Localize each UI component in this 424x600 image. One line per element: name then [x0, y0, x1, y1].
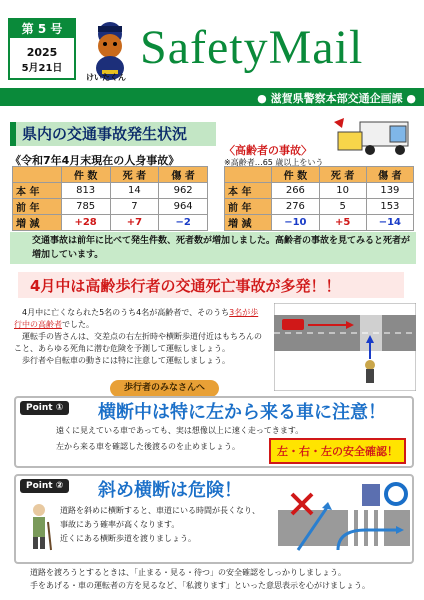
mascot-name: けいたくん	[86, 73, 126, 82]
point-2-title: 斜め横断は危険！	[98, 480, 242, 501]
point-1-text-1: 遠くに見えている車であっても、実は想像以上に速く走ってきます。	[56, 426, 304, 435]
issue-number: 第 5 号	[10, 20, 74, 38]
point-1-text-2: 左から来る車を確認した後渡るのを止めましょう。	[56, 442, 240, 451]
elderly-pedestrian-icon	[24, 502, 54, 552]
issue-date: 5月21日	[21, 63, 63, 74]
elderly-accident-table: 件 数 死 者 傷 者 本 年 266 10 139 前 年 276 5 153 増 減 −10 +5 −14	[224, 166, 414, 231]
truck-accident-icon	[330, 116, 416, 162]
section-title: 県内の交通事故発生状況	[10, 122, 216, 146]
table-row: 前 年 276 5 153	[225, 199, 414, 215]
point-1-tag: Point ①	[20, 401, 69, 415]
headline: 4月中は高齢歩行者の交通死亡事故が多発！！	[30, 277, 341, 295]
table-right-caption: 〈高齢者の事故〉	[224, 144, 312, 157]
issue-box	[8, 18, 76, 80]
body-text: 4月中に亡くなられた5名のうち4名が高齢者で、そのうち3名が歩行中の高齢者でした。 運転手の皆さんは、交差点の右左折時や横断歩道付近はもちろんのこと、あらゆる死角に潜む危険を予測して運転しましょう。 歩行者や自転車の動きには特に注意して運転しましょう。	[14, 308, 262, 365]
elderly-definition: ※高齢者…65 歳以上をいう	[224, 158, 324, 167]
table-row: 本 年 266 10 139	[225, 183, 414, 199]
crosswalk-illustration	[278, 480, 410, 560]
point-2-tag: Point ②	[20, 479, 69, 493]
safety-check-callout: 左・右・左の安全確認！	[269, 438, 406, 464]
issue-year: 2025	[26, 46, 58, 59]
table-row: 増 減 +28 +7 −2	[13, 215, 208, 231]
department-name: ● 滋賀県警察本部交通企画課 ●	[257, 92, 416, 105]
table-row: 増 減 −10 +5 −14	[225, 215, 414, 231]
point-2-text-1: 道路を斜めに横断すると、車道にいる時間が長くなり、	[60, 506, 260, 515]
point-1-box	[14, 396, 414, 468]
point-2-text-2: 事故にあう確率が高くなります。	[60, 520, 180, 529]
newsletter-title: SafetyMail	[140, 21, 364, 74]
summary-note: 交通事故は前年に比べて発生件数、死者数が増加しました。高齢者の事故を見てみると死者が増加しています。	[10, 232, 416, 264]
point-1-title: 横断中は特に左から来る車に注意！	[98, 402, 386, 423]
pedestrian-notice-label: 歩行者のみなさんへ	[110, 380, 219, 397]
road-illustration	[274, 303, 416, 391]
footer-text: 道路を渡ろうとするときは、「止まる・見る・待つ」の安全確認をしっかりしましょう。 手をあげる・車の運転者の方を見るなど、「私渡ります」といった意思表示を心がけましょう。	[30, 568, 370, 590]
table-row: 前 年 785 7 964	[13, 199, 208, 215]
table-left-caption: 《令和7年4月末現在の人身事故》	[10, 154, 180, 167]
point-2-text-3: 近くにある横断歩道を渡りましょう。	[60, 534, 196, 543]
accident-table: 件 数 死 者 傷 者 本 年 813 14 962 前 年 785 7 964 増 減 +28 +7 −2	[12, 166, 208, 231]
table-row: 本 年 813 14 962	[13, 183, 208, 199]
point-2-box	[14, 474, 414, 564]
